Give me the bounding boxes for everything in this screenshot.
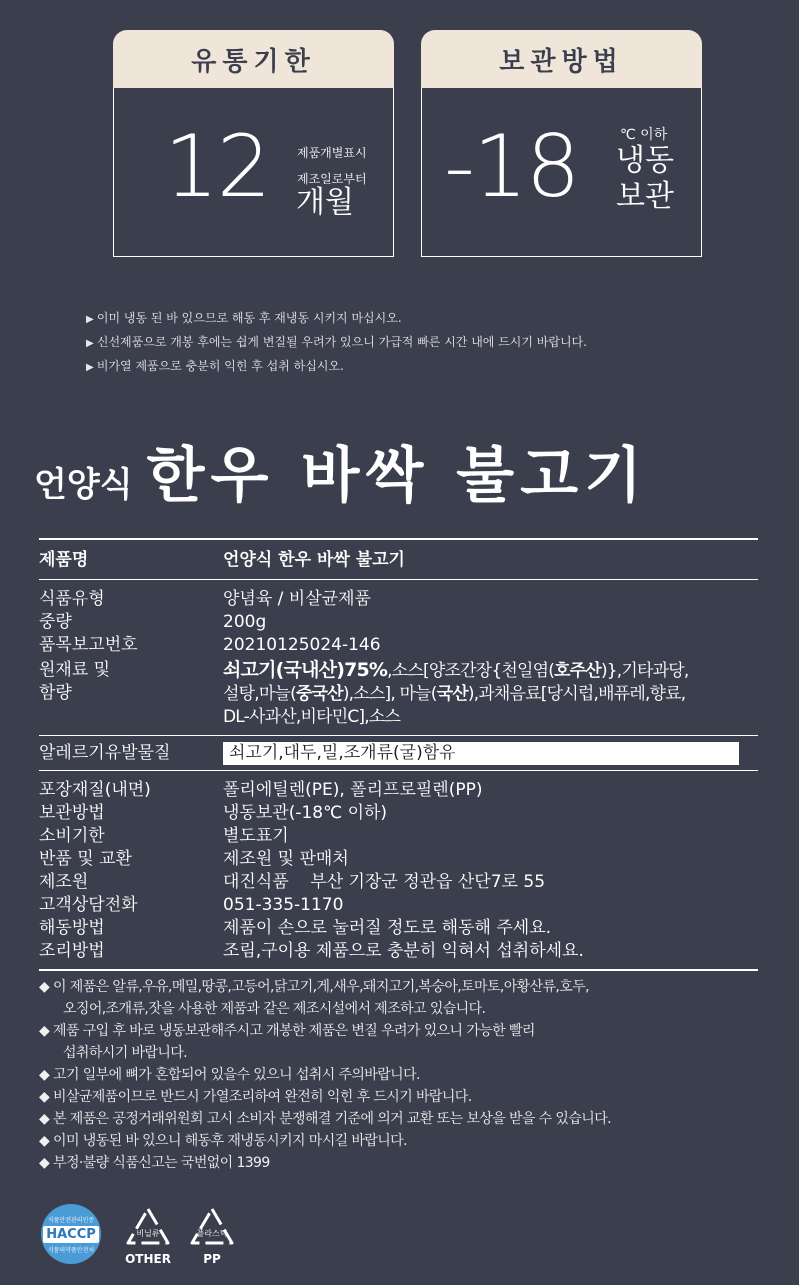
ingredients-value bbox=[223, 659, 758, 729]
warnings bbox=[39, 976, 769, 1174]
row-value: 조림,구이용 제품으로 충분히 익혀서 섭취하세요. bbox=[223, 941, 584, 961]
row-value: 언양식 한우 바싹 불고기 bbox=[223, 550, 405, 570]
origin-label: 중국산 bbox=[295, 684, 343, 704]
beef-origin: 쇠고기(국내산)75% bbox=[223, 659, 388, 681]
notes bbox=[86, 307, 587, 379]
table-row bbox=[39, 917, 758, 940]
warning-item: ◆ 고기 일부에 뼈가 혼합되어 있을수 있으니 섭취시 주의바랍니다. bbox=[39, 1064, 769, 1086]
product-title bbox=[34, 428, 774, 514]
haccp-top-text: 식품안전관리인증 bbox=[47, 1216, 95, 1224]
warning-item-cont: 오징어,조개류,잣을 사용한 제품과 같은 제조시설에서 제조하고 있습니다. bbox=[63, 1001, 486, 1017]
row-value: 051-335-1170 bbox=[223, 895, 344, 915]
table-row bbox=[39, 736, 758, 770]
table-row bbox=[39, 659, 758, 729]
expiry-line1: 제품개별표시 bbox=[297, 146, 367, 160]
warning-item: ◆ 제품 구입 후 바로 냉동보관해주시고 개봉한 제품은 변질 우려가 있으니 가능한 빨리 bbox=[39, 1020, 769, 1042]
warning-item: ◆ 이미 냉동된 바 있으니 해동후 재냉동시키지 마시길 바랍니다. bbox=[39, 1130, 769, 1152]
origin-label: 호주산 bbox=[554, 661, 601, 681]
product-info-table bbox=[39, 538, 758, 971]
ingredients-text: ),소스], 마늘( bbox=[342, 684, 437, 704]
table-row bbox=[39, 802, 758, 825]
ingredients-text: )},기타과당, bbox=[600, 661, 689, 681]
row-key: 보관방법 bbox=[39, 803, 105, 823]
row-value: 양념육 / 비살균제품 bbox=[223, 589, 371, 609]
row-key: 해동방법 bbox=[39, 918, 105, 938]
row-value: 제품이 손으로 눌러질 정도로 해동해 주세요. bbox=[223, 918, 552, 938]
table-row bbox=[39, 588, 758, 611]
table-row bbox=[39, 894, 758, 917]
storage-line1: 냉동 bbox=[616, 143, 674, 178]
ingredients-text: 설탕,마늘( bbox=[223, 684, 296, 704]
row-key: 소비기한 bbox=[39, 826, 105, 846]
row-key: 식품유형 bbox=[39, 589, 105, 609]
ingredients-text: DL-사과산,비타민C],소스 bbox=[223, 707, 401, 727]
storage-degree: ℃ 이하 bbox=[620, 127, 668, 143]
storage-box bbox=[421, 30, 702, 258]
row-value: 별도표기 bbox=[223, 826, 289, 846]
divider bbox=[39, 969, 758, 971]
warning-item: ◆ 이 제품은 알류,우유,메밀,땅콩,고등어,닭고기,게,새우,돼지고기,복숭아,토마토,아황산류,호두, bbox=[39, 976, 769, 998]
haccp-bottom-text: 식품의약품안전처 bbox=[47, 1246, 95, 1254]
ingredients-text: ,소스[양조간장{천일염( bbox=[387, 661, 555, 681]
table-row bbox=[39, 940, 758, 963]
row-key: 품목보고번호 bbox=[39, 635, 138, 655]
recycle-triangle-icon bbox=[125, 1206, 171, 1248]
row-key: 중량 bbox=[39, 612, 72, 632]
ingredients-text: ),과채음료[당시럽,배퓨레,향료, bbox=[467, 684, 686, 704]
row-value: 냉동보관(-18℃ 이하) bbox=[223, 803, 388, 823]
storage-header: 보관방법 bbox=[421, 30, 702, 88]
recycle-label: OTHER bbox=[125, 1252, 171, 1266]
warning-item: ◆ 부정·불량 식품신고는 국번없이 1399 bbox=[39, 1152, 769, 1174]
storage-line2: 보관 bbox=[616, 179, 674, 214]
warning-item: ◆ 본 제품은 공정거래위원회 고시 소비자 분쟁해결 기준에 의거 교환 또는 보상을 받을 수 있습니다. bbox=[39, 1108, 769, 1130]
warning-item: ◆ 비살균제품이므로 반드시 가열조리하여 완전히 익힌 후 드시기 바랍니다. bbox=[39, 1086, 769, 1108]
certification-logos bbox=[39, 1200, 339, 1280]
haccp-text: HACCP bbox=[43, 1226, 99, 1243]
recycle-inner-text: 비닐류 bbox=[136, 1229, 160, 1238]
recycle-pp-icon bbox=[185, 1206, 239, 1266]
table-row bbox=[39, 871, 758, 894]
recycle-triangle-icon bbox=[189, 1206, 235, 1248]
table-row bbox=[39, 634, 758, 657]
ingredients-key-line2: 함량 bbox=[39, 683, 72, 703]
row-value: 200g bbox=[223, 612, 267, 632]
table-row bbox=[39, 848, 758, 871]
recycle-label: PP bbox=[203, 1252, 221, 1266]
title-prefix: 언양식 bbox=[34, 465, 133, 505]
row-value: 폴리에틸렌(PE), 폴리프로필렌(PP) bbox=[223, 780, 483, 800]
row-value: 제조원 및 판매처 bbox=[223, 849, 349, 869]
row-key: 반품 및 교환 bbox=[39, 849, 132, 869]
row-key: 제조원 bbox=[39, 872, 89, 892]
ingredients-key-line1: 원재료 및 bbox=[39, 660, 111, 680]
recycle-inner-text: 플라스틱 bbox=[196, 1229, 228, 1238]
expiry-box bbox=[113, 30, 394, 258]
row-key: 알레르기유발물질 bbox=[39, 743, 171, 763]
row-key: 조리방법 bbox=[39, 941, 105, 961]
row-value: 20210125024-146 bbox=[223, 635, 381, 655]
warning-item-cont: 섭취하시기 바랍니다. bbox=[63, 1045, 188, 1061]
table-row bbox=[39, 540, 758, 579]
origin-label: 국산 bbox=[436, 684, 468, 704]
row-key: 제품명 bbox=[39, 550, 89, 570]
recycle-other-icon bbox=[121, 1206, 175, 1266]
row-key: 포장재질(내면) bbox=[39, 780, 151, 800]
expiry-number: 12 bbox=[164, 117, 270, 217]
row-key: 고객상담전화 bbox=[39, 895, 138, 915]
table-row bbox=[39, 779, 758, 802]
expiry-line2: 제조일로부터 bbox=[297, 172, 367, 186]
storage-number: -18 bbox=[444, 117, 579, 217]
expiry-unit: 개월 bbox=[296, 185, 354, 220]
note-item: ▶ 비가열 제품으로 충분히 익힌 후 섭취 하십시오. bbox=[86, 355, 587, 379]
note-item: ▶ 이미 냉동 된 바 있으므로 해동 후 재냉동 시키지 마십시오. bbox=[86, 307, 587, 331]
title-main: 한우 바싹 불고기 bbox=[146, 441, 649, 511]
expiry-header: 유통기한 bbox=[113, 30, 394, 88]
table-row bbox=[39, 825, 758, 848]
haccp-logo bbox=[41, 1204, 101, 1264]
row-key bbox=[39, 659, 223, 729]
allergy-value: 쇠고기,대두,밀,조개류(굴)함유 bbox=[223, 742, 739, 765]
note-item: ▶ 신선제품으로 개봉 후에는 쉽게 변질될 우려가 있으니 가급적 빠른 시간 내에 드시기 바랍니다. bbox=[86, 331, 587, 355]
row-value: 대진식품 부산 기장군 정관읍 산단7로 55 bbox=[223, 872, 546, 892]
table-row bbox=[39, 611, 758, 634]
